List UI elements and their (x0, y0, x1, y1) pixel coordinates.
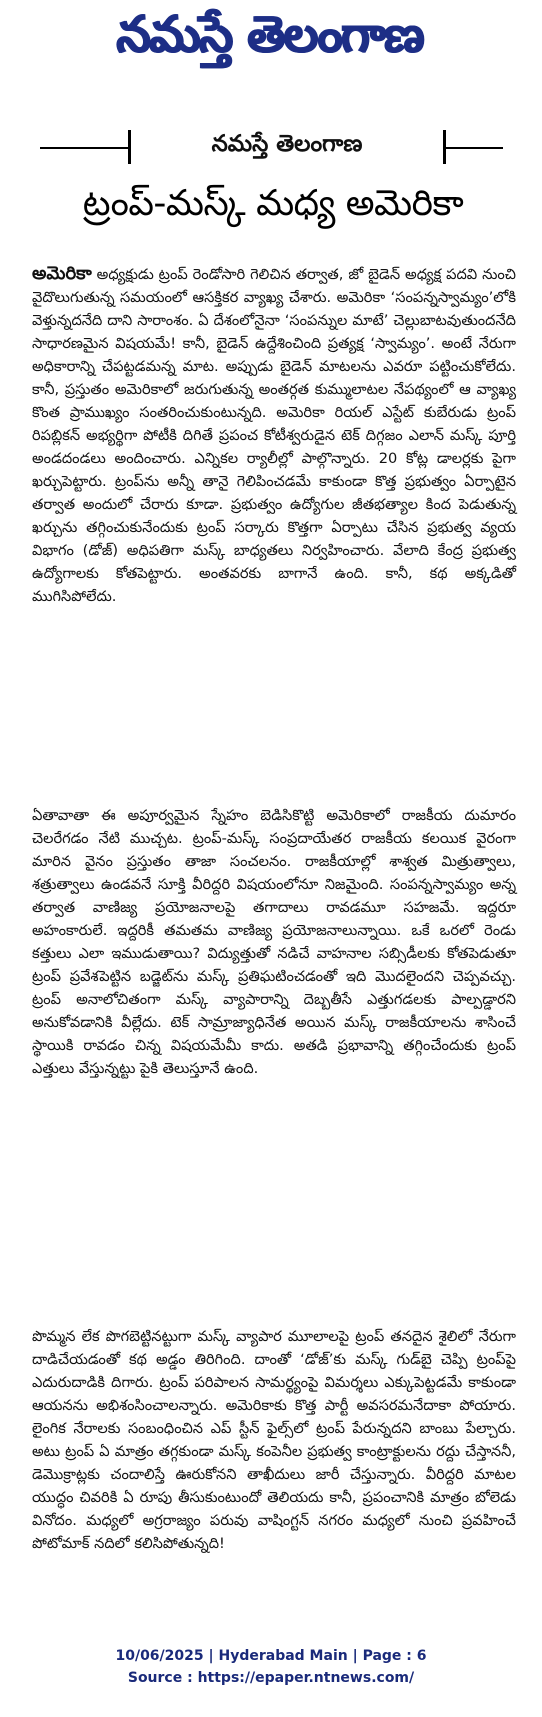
lead-word: అమెరికా (32, 263, 92, 284)
article-paragraph-1 (32, 262, 516, 608)
section-rule-right (443, 147, 503, 149)
section-rule-left (40, 147, 128, 149)
footer-source: Source : https://epaper.ntnews.com/ (127, 1670, 415, 1686)
section-label: నమస్తే తెలంగాణ (211, 131, 363, 157)
article-headline: ట్రంప్-మస్క్ మధ్య అమెరికా (82, 183, 464, 224)
masthead-logo: నమస్తే తెలంగాణ (116, 5, 424, 65)
article-paragraph-3: పొమ్మన లేక పొగబెట్టినట్టుగా మస్క్ వ్యాపార మూలాలపై ట్రంప్ తనదైన శైలిలో నేరుగా దాడిచేయడంతో కథ అడ్డం తిరిగింది. దాంతో ‘డోజ్’కు మస్క్ గుడ్‌బై చెప్పి ట్రంప్‌పై ఎదురుదాడికి దిగారు. ట్రంప్ పరిపాలన సామర్థ్యంపై విమర్శలు ఎక్కుపెట్టడమే కాకుండా ఆయనను అభిశంసించాలన్నారు. అమెరికాకు కొత్త పార్టీ అవసరమనేదాకా పోయారు. లైంగిక నేరాలకు సంబంధించిన ఎప్ స్టీన్ ఫైల్స్‌లో ట్రంప్ పేరున్నదని బాంబు పేల్చారు. అటు ట్రంప్ ఏ మాత్రం తగ్గకుండా మస్క్ కంపెనీల ప్రభుత్వ కాంట్రాక్టులను రద్దు చేస్తాననీ, డెమొక్రాట్లకు చందాలిస్తే ఊరుకోనని తాఖీదులు జారీ చేస్తున్నారు. వీరిద్దరి మాటల యుద్ధం చివరికి ఏ రూపు తీసుకుంటుందో తెలియదు కానీ, ప్రపంచానికి మాత్రం బోలెడు వినోదం. మధ్యలో అగ్రరాజ్యం పరువు వాషింగ్టన్ నగరం మధ్యలో నుంచి ప్రవహించే పోటోమాక్ నదిలో కలిసిపోతున్నది! (32, 1328, 516, 1552)
paragraph-1-text: అధ్యక్షుడు ట్రంప్ రెండోసారి గెలిచిన తర్వాత, జో బైడెన్ అధ్యక్ష పదవి నుంచి వైదొలుగుతున్న సమయంలో ఆసక్తికర వ్యాఖ్య చేశారు. అమెరికా ‘సంపన్నస్వామ్యం’లోకి వెళ్తున్నదనేది దాని సారాంశం. ఏ దేశంలోనైనా ‘సంపన్నుల మాటే’ చెల్లుబాటవుతుందనేది సాధారణమైన విషయమే! కానీ, బైడెన్ ఉద్దేశించింది ప్రత్యక్ష ‘స్వామ్యం’. అంటే నేరుగా అధికారాన్ని చేపట్టడమన్న మాట. అప్పుడు బైడెన్ మాటలను ఎవరూ పట్టించుకోలేదు. కానీ, ప్రస్తుతం అమెరికాలో జరుగుతున్న అంతర్గత కుమ్ములాటల నేపథ్యంలో ఆ వ్యాఖ్య కొంత ప్రాముఖ్యం సంతరించుకుంటున్నది. అమెరికా రియల్ ఎస్టేట్ కుబేరుడు ట్రంప్ రిపబ్లికన్ అభ్యర్థిగా పోటీకి దిగితే ప్రపంచ కోటీశ్వరుడైన టెక్ దిగ్గజం ఎలాన్ మస్క్ పూర్తి అండదండలు అందించారు. ఎన్నికల ర్యాలీల్లో పాల్గొన్నారు. 20 కోట్ల డాలర్లకు పైగా ఖర్చుపెట్టారు. ట్రంప్‌ను అన్నీ తానై గెలిపించడమే కాకుండా కొత్త ప్రభుత్వం ఏర్పాటైన తర్వాత అందులో చేరారు కూడా. ప్రభుత్వం ఉద్యోగుల జీతభత్యాల కింద పెడుతున్న ఖర్చును తగ్గించుకునేందుకు ట్రంప్ సర్కారు కొత్తగా ఏర్పాటు చేసిన ప్రభుత్వ వ్యయ విభాగం (డోజ్) అధిపతిగా మస్క్ బాధ్యతలు నిర్వహించారు. వేలాది కేంద్ర ప్రభుత్వ ఉద్యోగాలకు కోతపెట్టారు. అంతవరకు బాగానే ఉంది. కానీ, కథ అక్కడితో ముగిసిపోలేదు. (32, 266, 516, 605)
footer-date-edition: 10/06/2025 | Hyderabad Main | Page : 6 (115, 1648, 427, 1664)
section-header (128, 130, 446, 164)
article-paragraph-2: ఏతావాతా ఈ అపూర్వమైన స్నేహం బెడిసికొట్టి అమెరికాలో రాజకీయ దుమారం చెలరేగడం నేటి ముచ్చట. ట్రంప్-మస్క్ సంప్రదాయేతర రాజకీయ కలయిక వైరంగా మారిన వైనం ప్రస్తుతం తాజా సంచలనం. రాజకీయాల్లో శాశ్వత మిత్రుత్వాలు, శత్రుత్వాలు ఉండవనే సూక్తి వీరిద్దరి విషయంలోనూ నిజమైంది. సంపన్నస్వామ్యం అన్న తర్వాత వాణిజ్య ప్రయోజనాలపై తగాదాలు రావడమూ సహజమే. ఇద్దరూ అహంకారులే. ఇద్దరికీ తమతమ వాణిజ్య ప్రయోజనాలున్నాయి. ఒకే ఒరలో రెండు కత్తులు ఎలా ఇముడుతాయి? విద్యుత్తుతో నడిచే వాహనాల సబ్సిడీలకు కోతపెడుతూ ట్రంప్ ప్రవేశపెట్టిన బడ్జెట్‌ను మస్క్ ప్రతిఘటించడంతో ఇది మొదలైందని చెప్పవచ్చు. ట్రంప్ అనాలోచితంగా మస్క్ వ్యాపారాన్ని దెబ్బతీసే ఎత్తుగడలకు పాల్పడ్డారని అనుకోవడానికి వీల్లేదు. టెక్ సామ్రాజ్యాధినేత అయిన మస్క్ రాజకీయాలను శాసించే స్థాయికి రావడం చిన్న విషయమేమీ కాదు. అతడి ప్రభావాన్ని తగ్గించేందుకు ట్రంప్ ఎత్తులు వేస్తున్నట్టు పైకి తెలుస్తూనే ఉంది. (32, 807, 516, 1077)
